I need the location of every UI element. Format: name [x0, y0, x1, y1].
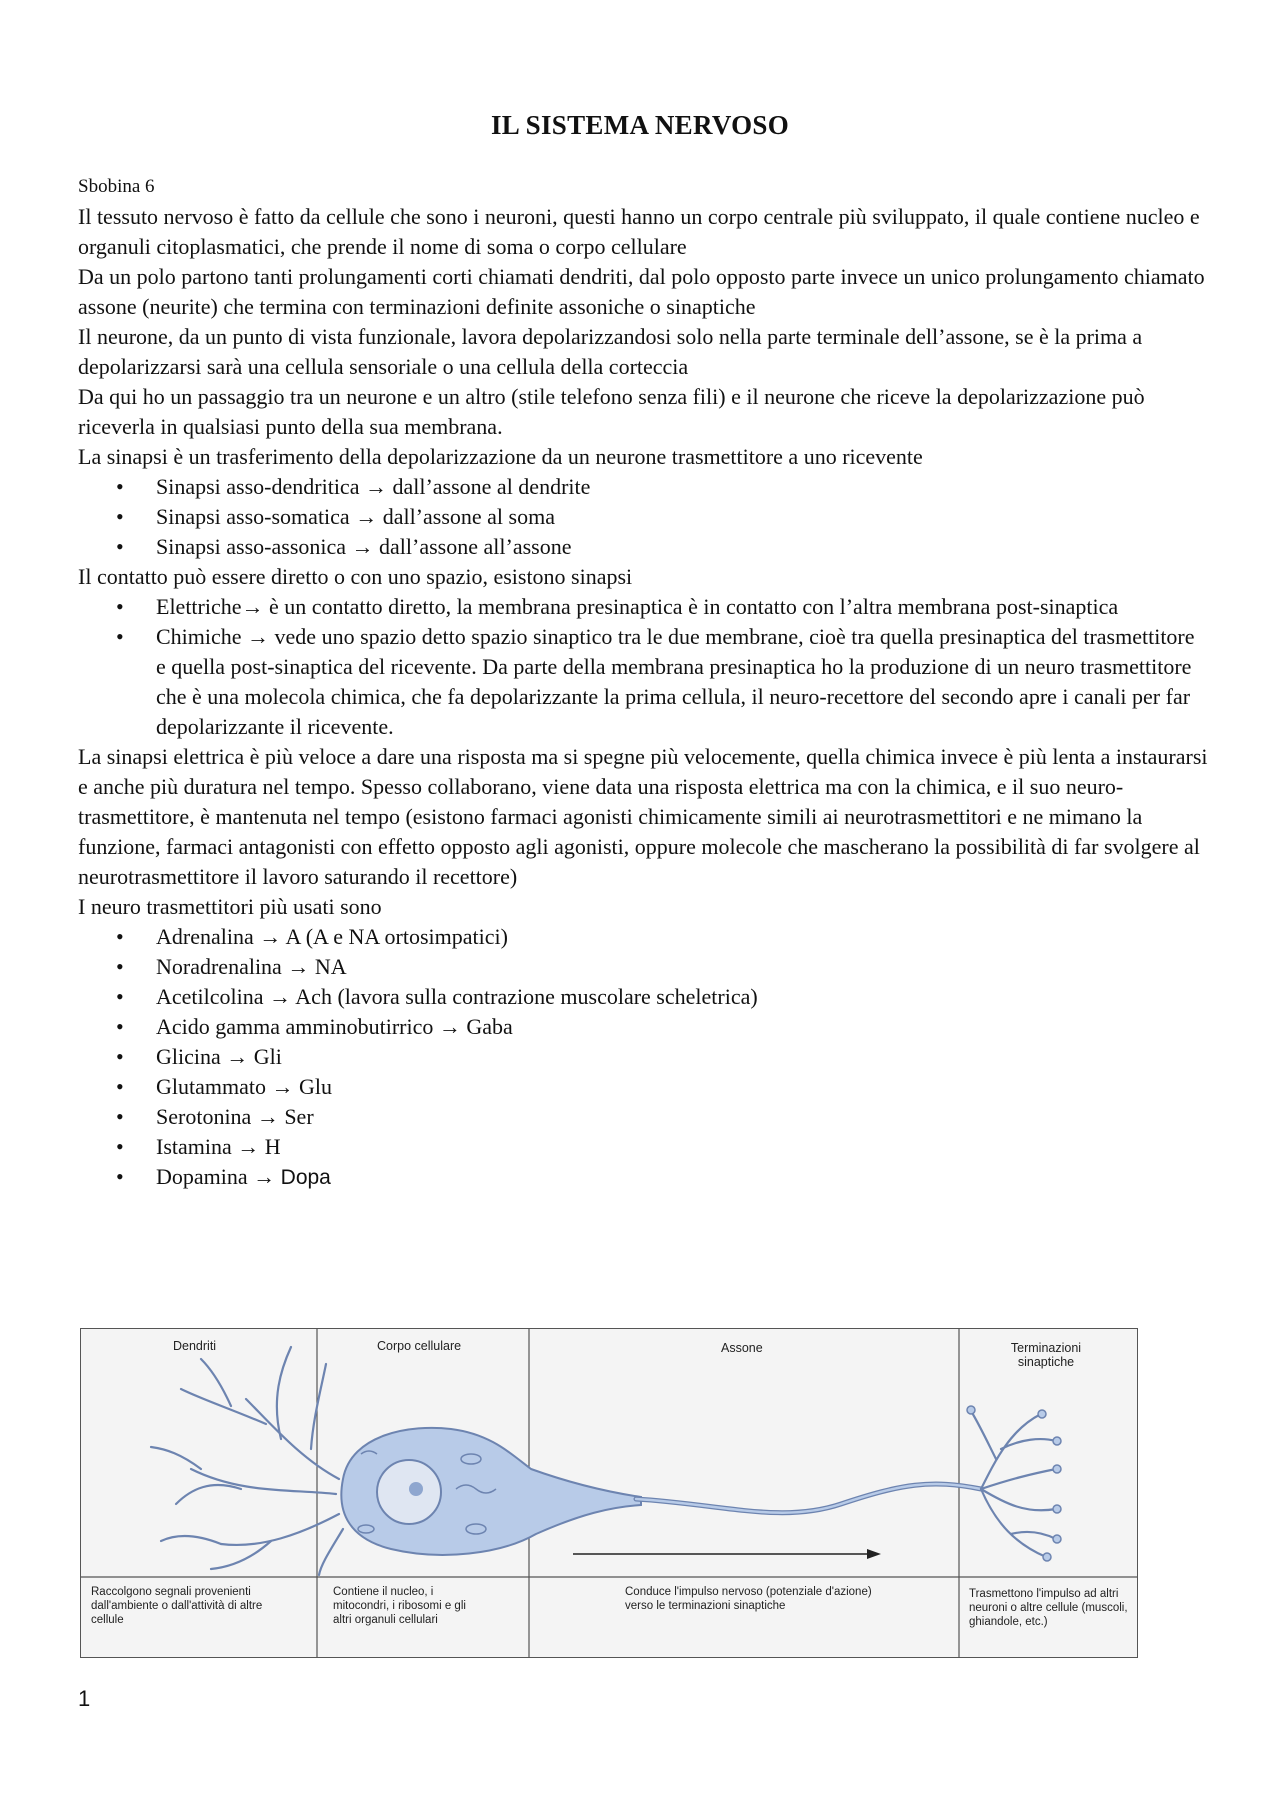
- axon-drawing: [636, 1484, 981, 1513]
- body-text: [78, 172, 1208, 1193]
- list-item: • Serotonina → Ser: [78, 1102, 1208, 1132]
- impulse-arrow-icon: [573, 1549, 881, 1559]
- list-item: • Glicina → Gli: [78, 1042, 1208, 1072]
- nucleolus-drawing: [409, 1482, 423, 1496]
- caption-terminals: Trasmettono l'impulso ad altri neuroni o altre cellule (muscoli, ghiandole, etc.): [969, 1588, 1128, 1628]
- paragraph-1: Il tessuto nervoso è fatto da cellule che sono i neuroni, questi hanno un corpo centrale più sviluppato, il quale contiene nucleo e organuli citoplasmatici, che prende il nome di soma o corpo cellulare: [78, 204, 1200, 259]
- bullet-icon: •: [116, 624, 124, 649]
- caption-cell-body: Contiene il nucleo, i mitocondri, i ribosomi e gli altri organuli cellulari: [333, 1586, 466, 1626]
- header-dendrites: Dendriti: [173, 1339, 217, 1353]
- bullet-icon: •: [116, 1104, 124, 1129]
- paragraph-4: Da qui ho un passaggio tra un neurone e un altro (stile telefono senza fili) e il neurone che riceve la depolarizzazione può riceverla in qualsiasi punto della sua membrana.: [78, 384, 1145, 439]
- header-cell-body: Corpo cellulare: [377, 1339, 462, 1353]
- nucleus-drawing: [377, 1460, 441, 1524]
- bullet-icon: •: [116, 1074, 124, 1099]
- list-item: • Sinapsi asso-assonica → dall’assone all’assone: [78, 532, 1208, 562]
- list-item: • Glutammato → Glu: [78, 1072, 1208, 1102]
- header-axon: Assone: [721, 1341, 763, 1355]
- list-item: • Sinapsi asso-dendritica → dall’assone al dendrite: [78, 472, 1208, 502]
- synapse-types-list: [78, 472, 1208, 562]
- paragraph-7: La sinapsi elettrica è più veloce a dare una risposta ma si spegne più velocemente, quella chimica invece è più lenta a instaurarsi e anche più duratura nel tempo. Spesso collaborano, viene data una risposta elettrica ma con la chimica, e il suo neuro-trasmettitore, è mantenuta nel tempo (esistono farmaci agonisti chimicamente simili ai neurotrasmettitori e ne mimano la funzione, farmaci antagonisti con effetto opposto agli agonisti, oppure molecole che mascherano la possibilità di far svolgere al neurotrasmettitore il lavoro saturando il recettore): [78, 744, 1208, 889]
- bullet-icon: •: [116, 594, 124, 619]
- header-terminals: Terminazioni sinaptiche: [1010, 1341, 1082, 1369]
- page-title: IL SISTEMA NERVOSO: [490, 110, 789, 140]
- paragraph-8: I neuro trasmettitori più usati sono: [78, 894, 382, 919]
- paragraph-3: Il neurone, da un punto di vista funzionale, lavora depolarizzandosi solo nella parte terminale dell’assone, se è la prima a depolarizzarsi sarà una cellula sensoriale o una cellula della corteccia: [78, 324, 1143, 379]
- paragraph-2: Da un polo partono tanti prolungamenti corti chiamati dendriti, dal polo opposto parte invece un unico prolungamento chiamato assone (neurite) che termina con terminazioni definite assoniche o sinaptiche: [78, 264, 1205, 319]
- paragraph-6: Il contatto può essere diretto o con uno spazio, esistono sinapsi: [78, 564, 633, 589]
- neuron-figure: [80, 1328, 1138, 1658]
- bullet-icon: •: [116, 534, 124, 559]
- dendrites-drawing: [151, 1347, 343, 1575]
- bullet-icon: •: [116, 504, 124, 529]
- bullet-icon: •: [116, 1134, 124, 1159]
- page-number: 1: [78, 1686, 91, 1711]
- bullet-icon: •: [116, 1044, 124, 1069]
- contact-types-list: [78, 592, 1208, 742]
- subtitle: Sbobina 6: [78, 176, 155, 197]
- bullet-icon: •: [116, 1164, 124, 1189]
- list-item: • Elettriche→ è un contatto diretto, la membrana presinaptica è in contatto con l’altra membrana post-sinaptica: [78, 592, 1208, 622]
- neurotransmitters-list: [78, 922, 1208, 1193]
- list-item: • Chimiche → vede uno spazio detto spazio sinaptico tra le due membrane, cioè tra quella presinaptica del trasmettitore e quella post-sinaptica del ricevente. Da parte della membrana presinaptica ho la produzione di un neuro trasmettitore che è una molecola chimica, che fa depolarizzante la prima cellula, il neuro-recettore del secondo apre i canali per far depolarizzante il ricevente.: [116, 624, 1195, 739]
- list-item: • Adrenalina → A (A e NA ortosimpatici): [78, 922, 1208, 952]
- bullet-icon: •: [116, 1014, 124, 1039]
- caption-dendrites: Raccolgono segnali provenienti dall'ambiente o dall'attività di altre cellule: [91, 1586, 263, 1626]
- list-item: • Acido gamma amminobutirrico → Gaba: [78, 1012, 1208, 1042]
- dopamine-abbr: Dopa: [280, 1166, 331, 1189]
- bullet-icon: •: [116, 954, 124, 979]
- paragraph-5: La sinapsi è un trasferimento della depolarizzazione da un neurone trasmettitore a uno ricevente: [78, 444, 923, 469]
- list-item: • Istamina → H: [78, 1132, 1208, 1162]
- list-item: • Acetilcolina → Ach (lavora sulla contrazione muscolare scheletrica): [78, 982, 1208, 1012]
- list-item: • Sinapsi asso-somatica → dall’assone al soma: [78, 502, 1208, 532]
- caption-axon: Conduce l'impulso nervoso (potenziale d'azione) verso le terminazioni sinaptiche: [625, 1586, 872, 1612]
- list-item: • Noradrenalina → NA: [78, 952, 1208, 982]
- terminals-drawing: [971, 1411, 1056, 1557]
- bullet-icon: •: [116, 474, 124, 499]
- bullet-icon: •: [116, 984, 124, 1009]
- list-item: • Dopamina → Dopa: [78, 1162, 1208, 1193]
- bullet-icon: •: [116, 924, 124, 949]
